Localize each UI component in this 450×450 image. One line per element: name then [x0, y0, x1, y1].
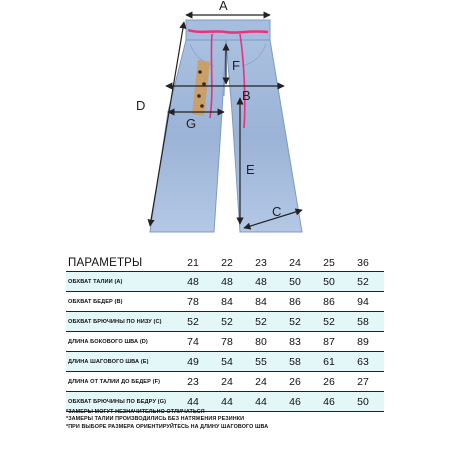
table-cell: 78: [221, 335, 233, 348]
table-cell: 54: [221, 355, 233, 368]
table-cell: 44: [255, 395, 267, 408]
table-cell: 52: [187, 315, 199, 328]
table-cell: 55: [255, 355, 267, 368]
label-d: D: [136, 98, 146, 113]
table-cell: 83: [289, 335, 301, 348]
left-leg: [150, 40, 226, 232]
table-row: [66, 292, 384, 312]
row-values: [176, 276, 384, 288]
table-cell: 52: [323, 315, 335, 328]
note-line: *ЗАМЕРЫ ТАЛИИ ПРОИЗВОДИЛИСЬ БЕЗ НАТЯЖЕНИЯ РЕЗИНКИ: [66, 416, 245, 423]
table-cell: 24: [221, 375, 233, 388]
label-c: C: [272, 204, 282, 219]
size-header-cells: [176, 257, 384, 269]
table-cell: 49: [187, 355, 199, 368]
table-title: ПАРАМЕТРЫ: [68, 256, 143, 269]
table-cell: 52: [255, 315, 267, 328]
label-a: A: [219, 0, 228, 13]
table-cell: 27: [357, 375, 369, 388]
row-label: ДЛИНА БОКОВОГО ШВА (D): [68, 338, 148, 345]
label-g: G: [186, 116, 197, 131]
table-cell: 61: [323, 355, 335, 368]
table-cell: 50: [323, 275, 335, 288]
table-row: [66, 372, 384, 392]
table-cell: 48: [221, 275, 233, 288]
size-header-23: 23: [255, 256, 267, 269]
table-cell: 78: [187, 295, 199, 308]
table-cell: 58: [289, 355, 301, 368]
row-values: [176, 296, 384, 308]
table-cell: 86: [323, 295, 335, 308]
row-label: ОБХВАТ БРЮЧИНЫ ПО БЕДРУ (G): [68, 398, 167, 405]
table-cell: 44: [187, 395, 199, 408]
table-row: [66, 272, 384, 292]
table-cell: 48: [255, 275, 267, 288]
label-b: B: [242, 88, 251, 103]
table-cell: 50: [357, 395, 369, 408]
table-row: [66, 352, 384, 372]
table-cell: 23: [187, 375, 199, 388]
note-line: *ЗАМЕРЫ МОГУТ НЕЗНАЧИТЕЛЬНО ОТЛИЧАТЬСЯ: [66, 409, 205, 415]
size-notes: [66, 409, 396, 431]
size-table-header: [66, 254, 384, 272]
row-values: [176, 356, 384, 368]
table-cell: 94: [357, 295, 369, 308]
table-cell: 80: [255, 335, 267, 348]
label-f: F: [232, 58, 240, 73]
table-cell: 87: [323, 335, 335, 348]
table-cell: 86: [289, 295, 301, 308]
table-cell: 74: [187, 335, 199, 348]
size-header-21: 21: [187, 256, 199, 269]
row-label: ОБХВАТ БЕДЕР (B): [68, 298, 123, 305]
label-e: E: [246, 162, 255, 177]
table-cell: 52: [221, 315, 233, 328]
row-values: [176, 336, 384, 348]
table-cell: 58: [357, 315, 369, 328]
table-cell: 84: [221, 295, 233, 308]
table-cell: 63: [357, 355, 369, 368]
table-cell: 84: [255, 295, 267, 308]
table-cell: 46: [289, 395, 301, 408]
row-values: [176, 376, 384, 388]
table-cell: 26: [289, 375, 301, 388]
row-label: ОБХВАТ БРЮЧИНЫ ПО НИЗУ (C): [68, 318, 162, 325]
table-cell: 52: [357, 275, 369, 288]
row-values: [176, 396, 384, 408]
table-cell: 48: [187, 275, 199, 288]
table-cell: 44: [221, 395, 233, 408]
table-cell: 89: [357, 335, 369, 348]
row-label: ДЛИНА ОТ ТАЛИИ ДО БЕДЕР (F): [68, 378, 161, 385]
table-row: [66, 312, 384, 332]
note-line: *ПРИ ВЫБОРЕ РАЗМЕРА ОРИЕНТИРУЙТЕСЬ НА ДЛИНУ ШАГОВОГО ШВА: [66, 423, 269, 430]
size-header-24: 24: [289, 256, 301, 269]
size-header-36: 36: [357, 256, 369, 269]
row-values: [176, 316, 384, 328]
row-label: ДЛИНА ШАГОВОГО ШВА (E): [68, 358, 149, 365]
size-table-body: [66, 272, 384, 412]
size-table: [66, 254, 384, 412]
table-cell: 50: [289, 275, 301, 288]
table-cell: 52: [289, 315, 301, 328]
size-header-22: 22: [221, 256, 233, 269]
size-header-25: 25: [323, 256, 335, 269]
table-cell: 46: [323, 395, 335, 408]
table-cell: 26: [323, 375, 335, 388]
table-cell: 24: [255, 375, 267, 388]
row-label: ОБХВАТ ТАЛИИ (A): [68, 278, 123, 285]
table-row: [66, 332, 384, 352]
